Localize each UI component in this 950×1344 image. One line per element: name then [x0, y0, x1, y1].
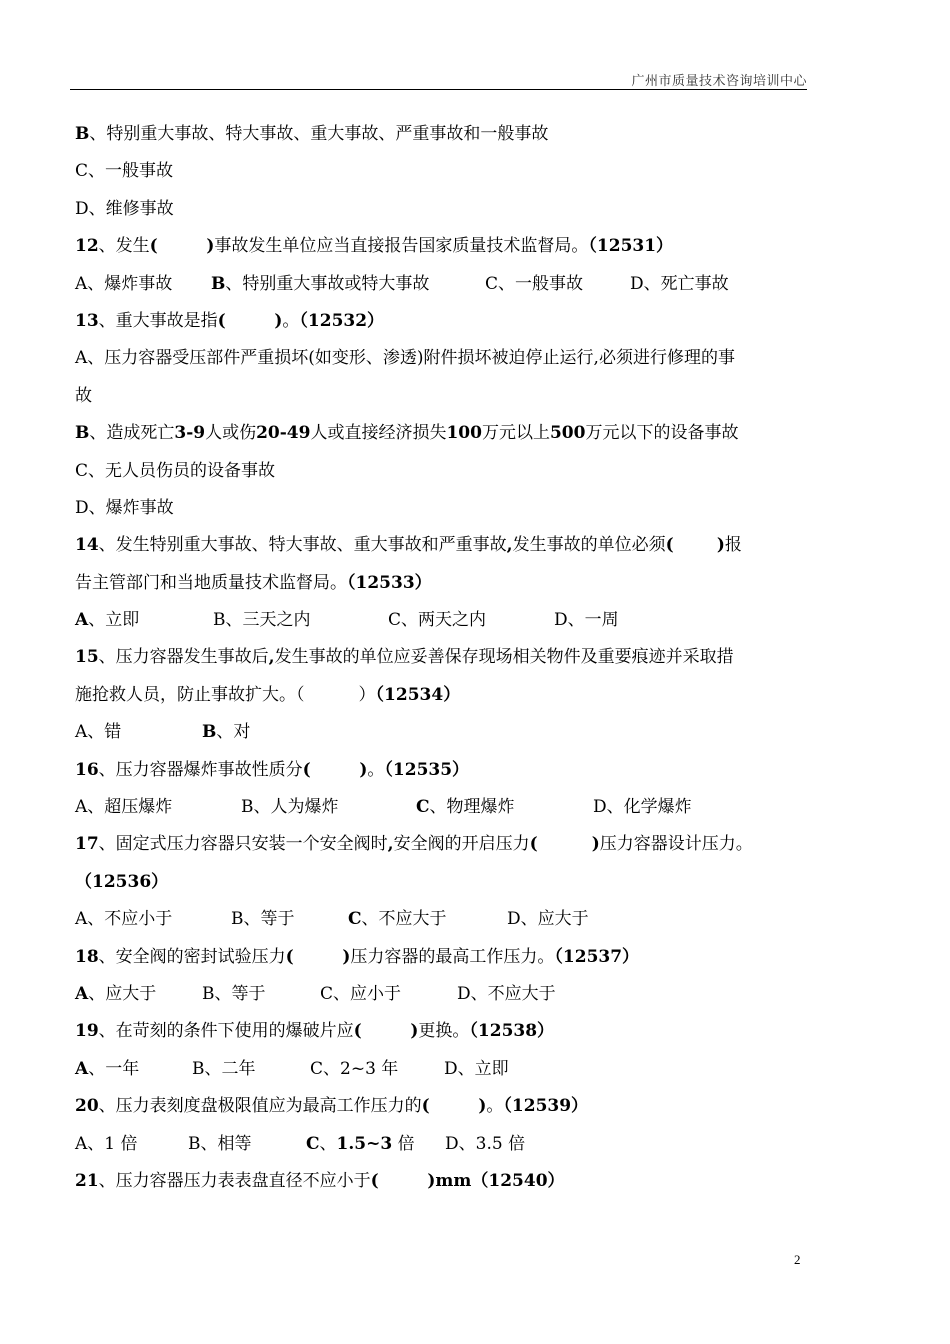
- option-number: 100: [446, 423, 482, 444]
- paren-close: ): [206, 236, 215, 257]
- option-letter: B: [211, 273, 226, 294]
- option-letter: A: [75, 1058, 89, 1079]
- options-line: [75, 1126, 810, 1163]
- question-text: 、重大事故是指: [98, 310, 218, 331]
- question-comma: ,: [387, 834, 394, 855]
- question-code: （12534）: [375, 684, 461, 705]
- option-c: [485, 266, 630, 303]
- option-text: 、造成死亡: [89, 423, 175, 444]
- option-c: [348, 901, 507, 938]
- question-text: 报: [724, 535, 742, 556]
- option-d: [445, 1126, 525, 1163]
- option-text: A、错: [75, 722, 122, 743]
- answer-blank: [379, 1171, 428, 1191]
- question-number: 15: [75, 647, 99, 668]
- option-text: B、等于: [202, 983, 266, 1004]
- paren-open: (: [149, 236, 158, 257]
- option-text: A、爆炸事故: [75, 273, 173, 294]
- paren-close: ): [478, 1096, 487, 1117]
- paren-open: (: [421, 1096, 430, 1117]
- option-b: [211, 266, 485, 303]
- paren-close: )mm: [427, 1170, 472, 1191]
- option-c: [310, 1051, 444, 1088]
- option-text: 、物理爆炸: [429, 797, 515, 818]
- option-text: C、2~3 年: [310, 1058, 399, 1079]
- question-text: 、压力容器发生事故后: [98, 647, 269, 668]
- option-letter: C: [416, 797, 430, 818]
- question-comma: ,: [268, 647, 275, 668]
- document-body: [75, 116, 810, 1200]
- option-letter: B: [75, 124, 90, 144]
- option-text: 、一年: [88, 1058, 140, 1079]
- option-text: A、压力容器受压部件严重损坏(如变形、渗透)附件损坏被迫停止运行,必须进行修理的事: [75, 348, 735, 369]
- option-text: 、应大于: [88, 983, 157, 1004]
- option-text: A、不应小于: [75, 909, 173, 930]
- page-number: 2: [794, 1252, 801, 1267]
- question-16: [75, 752, 810, 789]
- option-a: [75, 266, 211, 303]
- question-code: （12539）: [503, 1096, 589, 1117]
- option-line: [75, 116, 810, 153]
- option-text: 、不应大于: [361, 909, 447, 930]
- option-d: [593, 789, 692, 826]
- question-text: 事故发生单位应当直接报告国家质量技术监督局。: [214, 236, 589, 257]
- answer-blank: [294, 947, 343, 967]
- question-number: 18: [75, 946, 99, 967]
- paren-open: (: [285, 946, 294, 967]
- option-text: D、爆炸事故: [75, 497, 174, 518]
- option-text: D、应大于: [507, 909, 589, 930]
- paren-open: (: [302, 759, 311, 780]
- question-18: [75, 939, 810, 976]
- question-code: （12532）: [299, 310, 385, 331]
- question-number: 17: [75, 834, 99, 855]
- option-d: [554, 602, 619, 639]
- option-number: 1.5~3: [336, 1133, 393, 1154]
- option-d: [457, 976, 556, 1013]
- option-line: [75, 340, 810, 377]
- option-text: 故: [75, 385, 92, 406]
- option-letter: B: [75, 423, 90, 444]
- question-14-cont: [75, 565, 810, 602]
- paren-open: (: [665, 535, 674, 556]
- question-number: 16: [75, 759, 99, 780]
- option-number: 3-9: [174, 423, 206, 444]
- option-text: D、立即: [444, 1058, 509, 1079]
- question-19: [75, 1013, 810, 1050]
- option-text: D、维修事故: [75, 198, 174, 219]
- question-text: 、在苛刻的条件下使用的爆破片应: [98, 1021, 354, 1042]
- question-17: [75, 826, 810, 863]
- question-text: 安全阀的开启压力: [393, 834, 530, 855]
- option-text: 、: [319, 1133, 337, 1154]
- option-number: 20-49: [256, 423, 311, 444]
- option-a: [75, 714, 202, 751]
- question-number: 14: [75, 535, 99, 556]
- option-b: [188, 1126, 306, 1163]
- header-rule: [70, 89, 807, 90]
- paren-close: ): [410, 1021, 419, 1042]
- question-number: 12: [75, 236, 99, 257]
- option-line: [75, 453, 810, 490]
- answer-blank: [311, 760, 360, 780]
- option-text: D、化学爆炸: [593, 797, 692, 818]
- question-12: [75, 228, 810, 265]
- option-b: [213, 602, 388, 639]
- question-20: [75, 1088, 810, 1125]
- question-text: 、安全阀的密封试验压力: [98, 946, 286, 967]
- option-text: A、超压爆炸: [75, 797, 173, 818]
- answer-blank: [158, 236, 207, 256]
- option-text: D、一周: [554, 610, 619, 631]
- header-title: 广州市质量技术咨询培训中心: [631, 74, 807, 89]
- question-text: 压力容器设计压力。: [599, 834, 753, 855]
- option-letter: B: [202, 722, 217, 743]
- paren-close: ): [359, 759, 368, 780]
- question-comma: ,: [506, 535, 513, 556]
- option-b: [241, 789, 416, 826]
- options-line: [75, 901, 810, 938]
- question-number: 20: [75, 1096, 99, 1117]
- option-b: [202, 714, 250, 751]
- question-text: 压力容器的最高工作压力。: [350, 946, 555, 967]
- option-a: [75, 789, 241, 826]
- option-d: [630, 266, 729, 303]
- paren-open: (: [353, 1021, 362, 1042]
- option-line: [75, 415, 810, 452]
- paren-close: ): [274, 310, 283, 331]
- option-text: C、无人员伤员的设备事故: [75, 460, 276, 481]
- question-code: （12536）: [75, 871, 169, 892]
- option-text: B、等于: [231, 909, 295, 930]
- paren-open: (: [370, 1170, 379, 1191]
- option-text: A、1 倍: [75, 1133, 138, 1154]
- option-b: [231, 901, 348, 938]
- question-21: [75, 1163, 810, 1200]
- option-a: [75, 976, 202, 1013]
- option-text: B、三天之内: [213, 610, 311, 631]
- question-code: （12537）: [554, 946, 640, 967]
- question-code: （12531）: [588, 236, 674, 257]
- question-code: （12540）: [471, 1170, 565, 1191]
- option-text: 、对: [216, 722, 251, 743]
- question-number: 13: [75, 310, 99, 331]
- question-number: 21: [75, 1170, 99, 1191]
- option-line: [75, 378, 810, 415]
- question-code: （12535）: [384, 759, 470, 780]
- option-c: [320, 976, 457, 1013]
- answer-blank: [362, 1021, 411, 1041]
- paren-close: ): [342, 946, 351, 967]
- question-15-cont: [75, 677, 810, 714]
- option-text: B、相等: [188, 1133, 252, 1154]
- question-14: [75, 527, 810, 564]
- option-text: 、特别重大事故、特大事故、重大事故、严重事故和一般事故: [89, 124, 549, 144]
- option-text: 、立即: [88, 610, 140, 631]
- option-text: C、应小于: [320, 983, 402, 1004]
- option-d: [444, 1051, 509, 1088]
- option-letter: C: [306, 1133, 320, 1154]
- paren-close: ): [716, 535, 725, 556]
- paren-open: (: [217, 310, 226, 331]
- option-text: 人或直接经济损失: [310, 423, 447, 444]
- option-b: [202, 976, 320, 1013]
- option-line: [75, 191, 810, 228]
- question-code: （12533）: [347, 572, 432, 593]
- question-text: 发生事故的单位必须: [512, 535, 666, 556]
- question-17-cont: [75, 864, 810, 901]
- paren-open: (: [529, 834, 538, 855]
- question-text: 、固定式压力容器只安装一个安全阀时: [98, 834, 388, 855]
- question-text: 、发生: [98, 236, 150, 257]
- page-header: [70, 70, 807, 90]
- option-c: [388, 602, 554, 639]
- question-text: 、发生特别重大事故、特大事故、重大事故和严重事故: [98, 535, 507, 556]
- question-13: [75, 303, 810, 340]
- answer-blank: [226, 311, 275, 331]
- option-line: [75, 490, 810, 527]
- option-text: 万元以上: [481, 423, 550, 444]
- question-15: [75, 639, 810, 676]
- options-line: [75, 789, 810, 826]
- option-text: D、3.5 倍: [445, 1133, 526, 1154]
- option-text: 万元以下的设备事故: [585, 423, 739, 444]
- option-text: D、死亡事故: [630, 273, 729, 294]
- option-a: [75, 901, 231, 938]
- option-text: C、一般事故: [75, 161, 174, 182]
- option-text: 人或伤: [205, 423, 257, 444]
- option-a: [75, 1126, 188, 1163]
- option-letter: A: [75, 610, 89, 631]
- answer-blank: [538, 834, 592, 854]
- option-a: [75, 1051, 192, 1088]
- question-text: 。: [367, 759, 385, 780]
- option-b: [192, 1051, 310, 1088]
- options-line: [75, 714, 810, 751]
- options-line: [75, 602, 810, 639]
- options-line: [75, 1051, 810, 1088]
- question-text: 。: [486, 1096, 504, 1117]
- question-text: 、压力容器爆炸事故性质分: [98, 759, 303, 780]
- question-text: 、压力表刻度盘极限值应为最高工作压力的: [98, 1096, 422, 1117]
- answer-blank: [674, 535, 717, 555]
- option-c: [306, 1126, 445, 1163]
- option-c: [416, 789, 593, 826]
- options-line: [75, 266, 810, 303]
- options-line: [75, 976, 810, 1013]
- option-text: D、不应大于: [457, 983, 556, 1004]
- option-letter: C: [348, 909, 362, 930]
- paren-close: ): [591, 834, 600, 855]
- question-text: 施抢救人员，防止事故扩大。（ ）: [75, 684, 376, 705]
- option-text: 、特别重大事故或特大事故: [225, 273, 430, 294]
- option-text: 倍: [392, 1133, 415, 1154]
- option-d: [507, 901, 589, 938]
- question-text: 。: [282, 310, 300, 331]
- question-text: 、压力容器压力表表盘直径不应小于: [98, 1170, 371, 1191]
- option-text: C、两天之内: [388, 610, 487, 631]
- option-number: 500: [549, 423, 586, 444]
- option-line: [75, 153, 810, 190]
- question-text: 告主管部门和当地质量技术监督局。: [75, 572, 347, 593]
- option-letter: A: [75, 983, 89, 1004]
- question-code: （12538）: [469, 1021, 555, 1042]
- question-text: 更换。: [418, 1021, 470, 1042]
- option-text: B、人为爆炸: [241, 797, 339, 818]
- question-text: 发生事故的单位应妥善保存现场相关物件及重要痕迹并采取措: [274, 647, 734, 668]
- option-a: [75, 602, 213, 639]
- answer-blank: [430, 1096, 479, 1116]
- question-number: 19: [75, 1021, 99, 1042]
- option-text: B、二年: [192, 1058, 256, 1079]
- option-text: C、一般事故: [485, 273, 584, 294]
